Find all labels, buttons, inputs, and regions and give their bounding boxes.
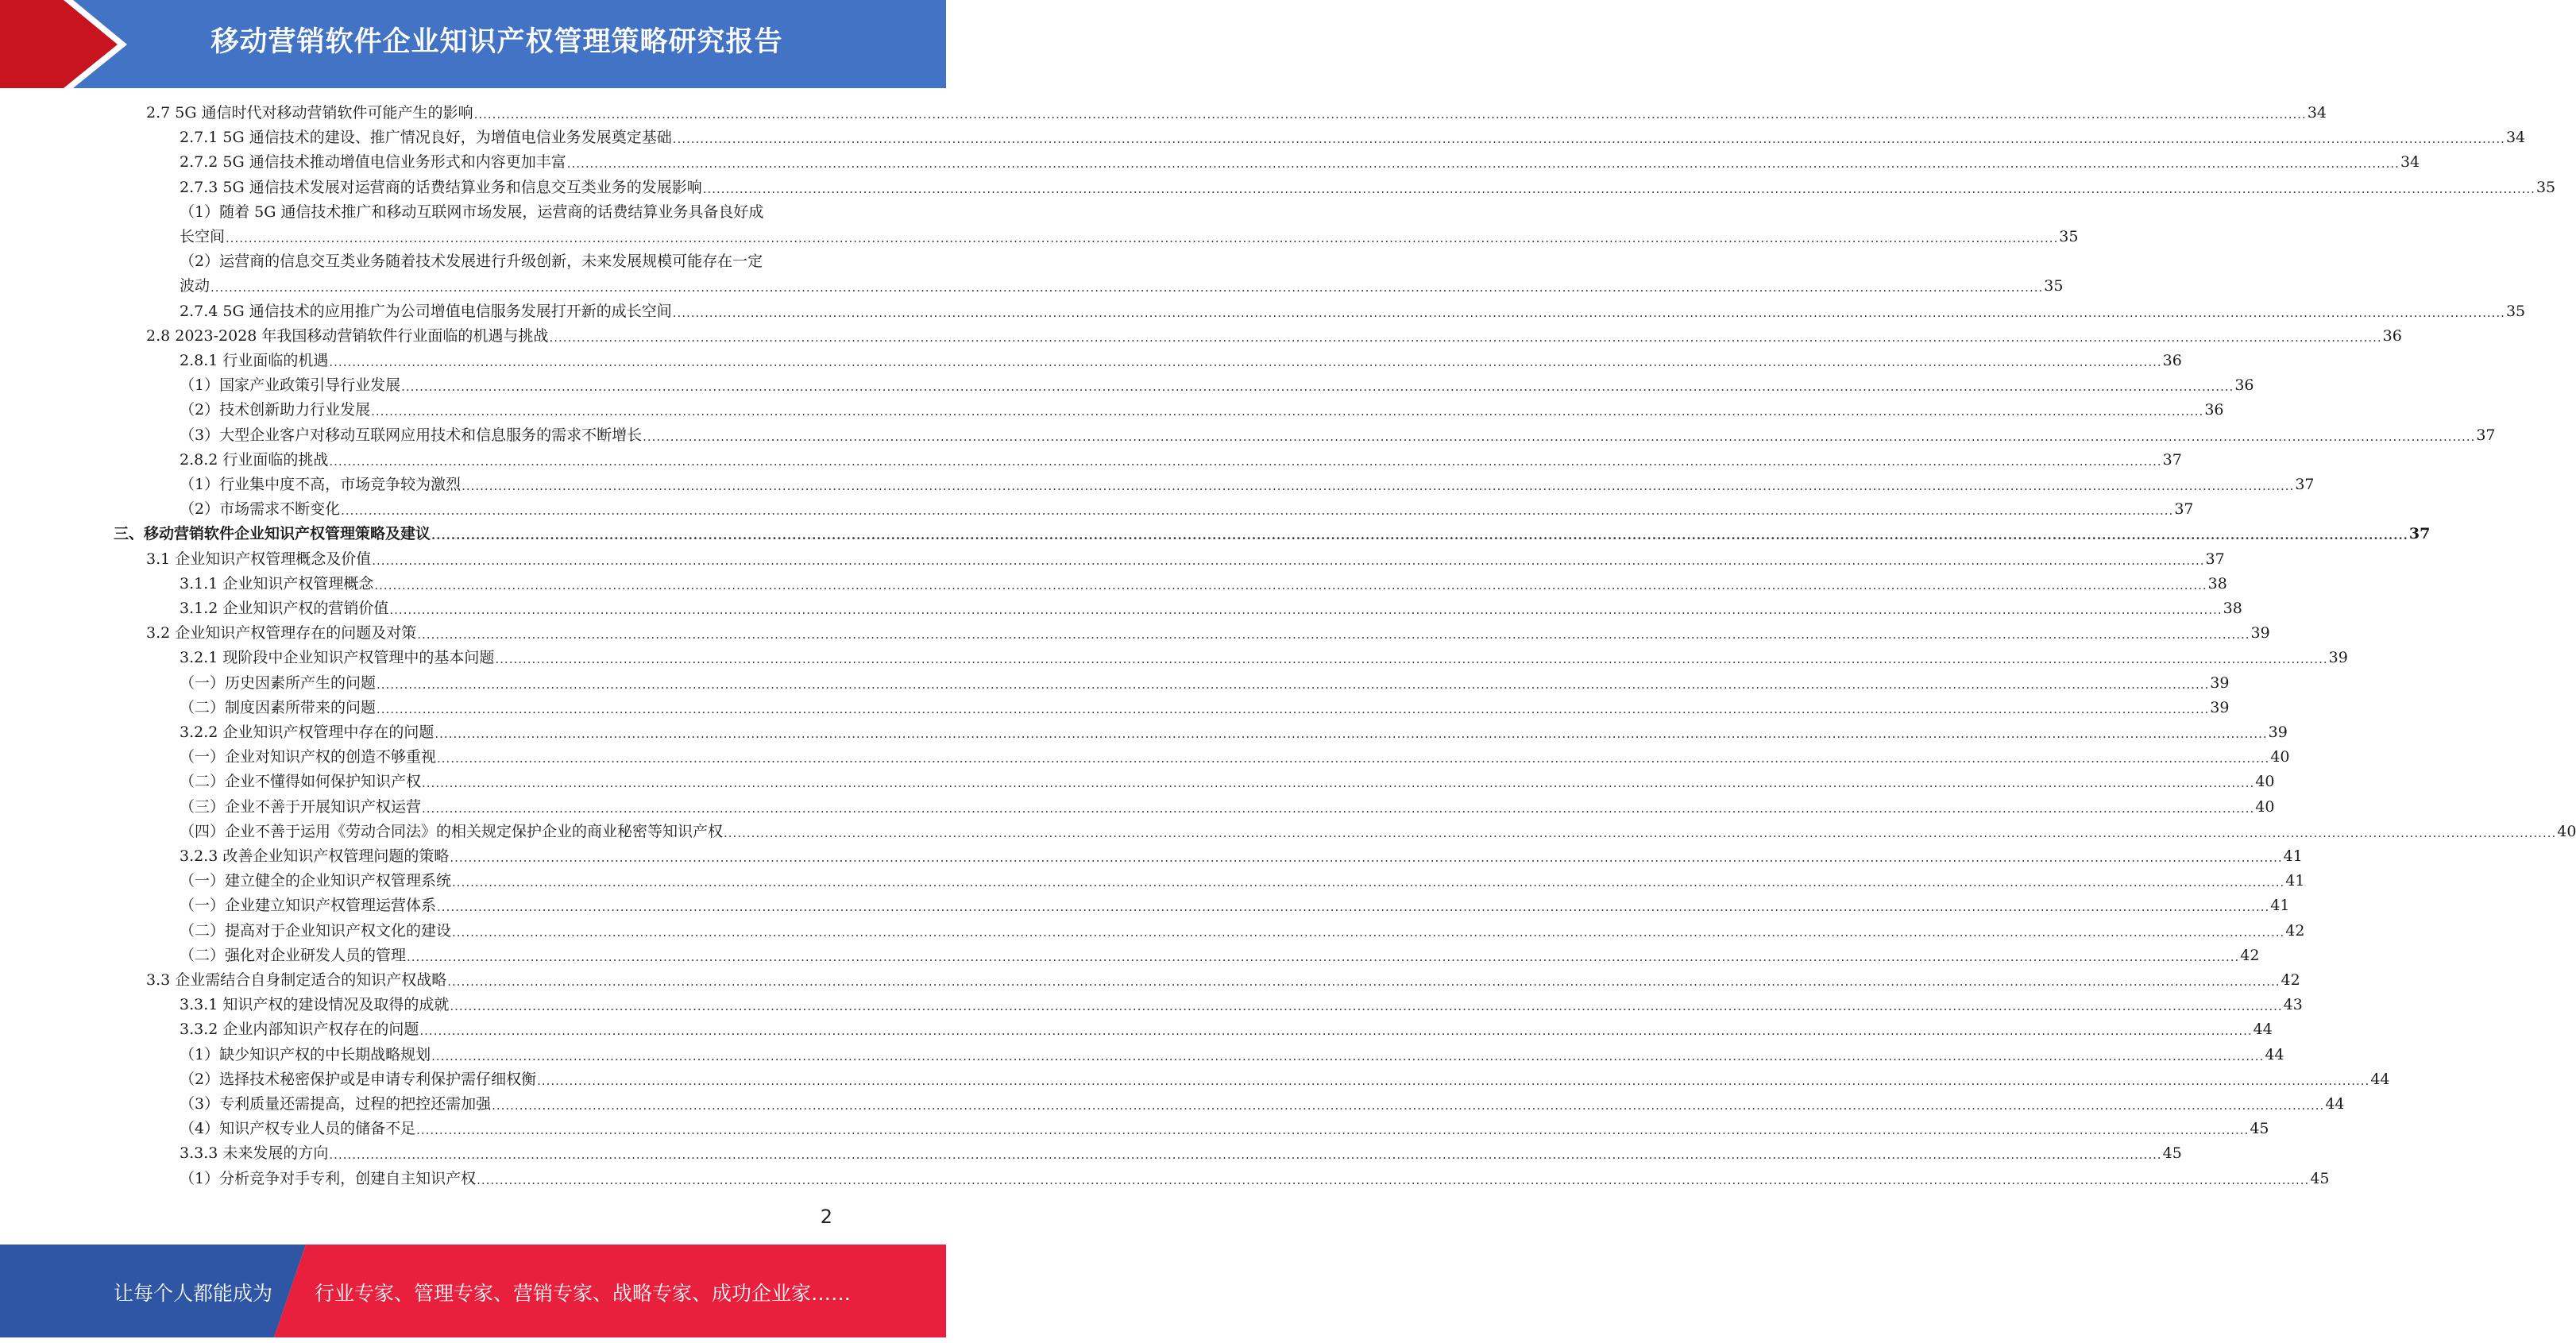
toc-entry[interactable] [180,646,2348,670]
toc-page-number: 41 [2285,872,2305,890]
toc-entry-title: 3.1 企业知识产权管理概念及价值 [146,550,372,568]
toc-entry[interactable] [180,572,2227,596]
toc-entry-continuation[interactable] [180,274,2064,299]
toc-page-number: 41 [2283,847,2303,865]
toc-entry-title: （一）建立健全的企业知识产权管理系统 [180,872,452,890]
toc-entry-title: 2.7.1 5G 通信技术的建设、推广情况良好，为增值电信业务发展奠定基础 [180,129,672,147]
toc-entry[interactable] [180,720,2288,745]
toc-entry-title-cont: 长空间 [180,228,226,245]
toc-entry-title: （4）知识产权专业人员的储备不足 [180,1120,416,1138]
toc-leader-dots: ................................................................................................................................................................................................................................................................................................................................................................................................................ [377,677,2210,692]
toc-entry-title: （三）企业不善于开展知识产权运营 [180,797,422,816]
toc-page-number: 42 [2285,921,2305,940]
toc-page-number: 39 [2210,673,2230,692]
toc-entry[interactable] [180,844,2303,869]
footer-slogan-left: 让每个人都能成为 [114,1282,273,1305]
toc-entry-title: （2）运营商的信息交互类业务随着技术发展进行升级创新，未来发展规模可能存在一定 [180,253,763,271]
toc-entry-title: （一）历史因素所产生的问题 [180,673,377,692]
toc-leader-dots: ................................................................................................................................................................................................................................................................................................................................................................................................................ [329,355,2162,369]
toc-page-number: 37 [2476,426,2496,444]
toc-leader-dots: ................................................................................................................................................................................................................................................................................................................................................................................................................ [431,1048,2265,1063]
toc-entry[interactable] [146,101,2327,125]
toc-entry[interactable] [180,1067,2390,1092]
toc-entry[interactable] [180,596,2242,621]
page-header [0,0,946,88]
toc-entry[interactable] [180,299,2526,324]
toc-leader-dots: ................................................................................................................................................................................................................................................................................................................................................................................................................ [226,231,2059,245]
toc-entry-title: 三、移动营销软件企业知识产权管理策略及建议 [114,525,431,543]
toc-entry[interactable] [180,448,2182,473]
toc-entry[interactable] [180,150,2420,175]
toc-page-number: 37 [2174,500,2194,519]
toc-entry[interactable] [180,893,2290,918]
toc-entry[interactable] [180,1167,2330,1191]
toc-entry-title: 2.7 5G 通信时代对移动营销软件可能产生的影响 [146,104,473,122]
toc-entry-title: 2.8.2 行业面临的挑战 [180,450,329,469]
toc-leader-dots: ................................................................................................................................................................................................................................................................................................................................................................................................................ [672,132,2505,147]
toc-entry[interactable] [180,176,2556,200]
toc-leader-dots: ................................................................................................................................................................................................................................................................................................................................................................................................................ [495,652,2328,667]
toc-entry[interactable] [180,1117,2269,1141]
toc-entry-title: （3）大型企业客户对移动互联网应用技术和信息服务的需求不断增长 [180,426,643,444]
toc-entry[interactable] [180,1017,2273,1042]
toc-entry-title: 2.7.3 5G 通信技术发展对运营商的话费结算业务和信息交互类业务的发展影响 [180,178,702,196]
toc-leader-dots: ................................................................................................................................................................................................................................................................................................................................................................................................................ [417,627,2250,643]
toc-page-number: 34 [2400,153,2420,172]
toc-leader-dots: ................................................................................................................................................................................................................................................................................................................................................................................................................ [447,974,2281,989]
toc-entry[interactable] [180,473,2315,497]
toc-page-number: 39 [2210,698,2230,716]
toc-leader-dots: ................................................................................................................................................................................................................................................................................................................................................................................................................ [450,851,2283,865]
toc-page-number: 38 [2207,574,2227,592]
toc-leader-dots: ................................................................................................................................................................................................................................................................................................................................................................................................................ [389,603,2223,617]
toc-entry-title: 3.2 企业知识产权管理存在的问题及对策 [146,624,417,643]
toc-leader-dots: ................................................................................................................................................................................................................................................................................................................................................................................................................ [492,1098,2325,1113]
toc-entry-title: （1）国家产业政策引导行业发展 [180,376,401,395]
toc-entry[interactable] [180,919,2305,944]
toc-page-number: 39 [2328,649,2348,667]
page-footer [0,1245,946,1337]
toc-entry-title-cont: 波动 [180,277,210,295]
toc-entry[interactable] [180,200,832,225]
toc-entry-title: 3.3.3 未来发展的方向 [180,1144,329,1163]
toc-entry[interactable] [180,993,2303,1017]
toc-entry[interactable] [180,373,2254,398]
toc-entry-title: （二）制度因素所带来的问题 [180,698,377,716]
toc-leader-dots: ................................................................................................................................................................................................................................................................................................................................................................................................................ [419,1024,2253,1039]
toc-entry-title: 3.2.1 现阶段中企业知识产权管理中的基本问题 [180,649,495,667]
toc-entry[interactable] [146,968,2300,993]
toc-leader-dots: ................................................................................................................................................................................................................................................................................................................................................................................................................ [329,1148,2162,1163]
toc-entry-title: （2）技术创新助力行业发展 [180,401,371,419]
toc-page-number: 34 [2505,129,2526,147]
toc-leader-dots: ................................................................................................................................................................................................................................................................................................................................................................................................................ [437,751,2270,766]
toc-entry-title: 3.3.2 企业内部知识产权存在的问题 [180,1021,419,1039]
toc-page-number: 40 [2255,797,2275,816]
toc-entry-title: （3）专利质量还需提高，过程的把控还需加强 [180,1095,492,1113]
toc-entry[interactable] [180,745,2290,770]
toc-entry[interactable] [180,820,2576,844]
toc-leader-dots: ................................................................................................................................................................................................................................................................................................................................................................................................................ [407,949,2240,964]
toc-page-number: 38 [2223,600,2242,617]
toc-page-number: 35 [2044,277,2064,295]
toc-page-number: 44 [2253,1021,2273,1039]
toc-page-number: 37 [2205,550,2225,568]
toc-entry[interactable] [180,869,2305,893]
toc-page-number: 45 [2250,1120,2269,1138]
toc-leader-dots: ................................................................................................................................................................................................................................................................................................................................................................................................................ [374,577,2207,592]
toc-leader-dots: ................................................................................................................................................................................................................................................................................................................................................................................................................ [643,429,2476,444]
toc-entry-title: （1）分析竞争对手专利，创建自主知识产权 [180,1169,477,1187]
toc-page-number: 43 [2283,996,2303,1014]
toc-page-number: 37 [2408,525,2431,543]
toc-page-number: 34 [2307,104,2327,122]
toc-leader-dots: ................................................................................................................................................................................................................................................................................................................................................................................................................ [422,776,2255,791]
toc-leader-dots: ................................................................................................................................................................................................................................................................................................................................................................................................................ [341,504,2174,519]
toc-entry-continuation[interactable] [180,225,2079,249]
toc-entry[interactable] [180,1141,2182,1166]
toc-entry[interactable] [180,249,832,274]
toc-entry[interactable] [180,497,2194,522]
toc-leader-dots: ................................................................................................................................................................................................................................................................................................................................................................................................................ [437,900,2270,915]
toc-page-number: 36 [2382,326,2402,345]
page-number: 2 [820,1206,832,1228]
toc-leader-dots: ................................................................................................................................................................................................................................................................................................................................................................................................................ [371,404,2204,419]
toc-leader-dots: ................................................................................................................................................................................................................................................................................................................................................................................................................ [210,280,2044,295]
toc-page-number: 40 [2270,748,2290,766]
toc-entry-title: 3.2.2 企业知识产权管理中存在的问题 [180,724,434,741]
toc-leader-dots: ................................................................................................................................................................................................................................................................................................................................................................................................................ [702,181,2535,196]
footer-slogan-right: 行业专家、管理专家、营销专家、战略专家、成功企业家…… [315,1282,852,1305]
toc-leader-dots: ................................................................................................................................................................................................................................................................................................................................................................................................................ [477,1172,2310,1187]
toc-entry[interactable] [146,324,2402,349]
toc-leader-dots: ................................................................................................................................................................................................................................................................................................................................................................................................................ [452,924,2285,940]
toc-entry-title: 3.1.1 企业知识产权管理概念 [180,574,374,592]
toc-entry-title: （2）市场需求不断变化 [180,500,341,519]
toc-leader-dots: ................................................................................................................................................................................................................................................................................................................................................................................................................ [537,1073,2370,1088]
toc-page-number: 40 [2255,773,2275,791]
toc-entry-title: 2.8 2023-2028 年我国移动营销软件行业面临的机遇与挑战 [146,326,549,345]
toc-entry-title: （二）强化对企业研发人员的管理 [180,946,407,964]
toc-leader-dots: ................................................................................................................................................................................................................................................................................................................................................................................................................ [329,453,2162,469]
toc-page-number: 44 [2370,1070,2390,1088]
toc-entry[interactable] [180,398,2224,423]
toc-leader-dots: ................................................................................................................................................................................................................................................................................................................................................................................................................ [416,1123,2250,1138]
toc-entry-title: （一）企业对知识产权的创造不够重视 [180,748,437,766]
header-title: 移动营销软件企业知识产权管理策略研究报告 [210,26,783,58]
toc-page-number: 44 [2325,1095,2345,1113]
toc-entry-title: 2.7.2 5G 通信技术推动增值电信业务形式和内容更加丰富 [180,153,566,172]
toc-leader-dots: ................................................................................................................................................................................................................................................................................................................................................................................................................ [372,553,2205,568]
toc-entry-title: （1）随着 5G 通信技术推广和移动互联网市场发展，运营商的话费结算业务具备良好成 [180,203,764,221]
toc-entry-title: （1）行业集中度不高，市场竞争较为激烈 [180,476,462,493]
toc-entry-title: （二）提高对于企业知识产权文化的建设 [180,921,452,940]
toc-page-number: 36 [2204,401,2224,419]
toc-page-number: 45 [2162,1144,2182,1163]
toc-leader-dots: ................................................................................................................................................................................................................................................................................................................................................................................................................ [462,479,2295,493]
toc-page-number: 35 [2535,178,2556,196]
toc-leader-dots: ................................................................................................................................................................................................................................................................................................................................................................................................................ [724,825,2557,840]
toc-leader-dots: ................................................................................................................................................................................................................................................................................................................................................................................................................ [422,801,2255,816]
toc-entry-title: 2.8.1 行业面临的机遇 [180,352,329,369]
toc-entry[interactable] [180,423,2496,448]
toc-leader-dots: ................................................................................................................................................................................................................................................................................................................................................................................................................ [450,999,2283,1014]
toc-page-number: 45 [2310,1169,2330,1187]
toc-leader-dots: ................................................................................................................................................................................................................................................................................................................................................................................................................ [473,107,2307,122]
toc-entry-title: 3.3.1 知识产权的建设情况及取得的成就 [180,996,450,1014]
toc-leader-dots: ................................................................................................................................................................................................................................................................................................................................................................................................................ [377,701,2210,716]
toc-page-number: 44 [2265,1045,2284,1063]
toc-entry[interactable] [146,621,2270,646]
toc-leader-dots: ................................................................................................................................................................................................................................................................................................................................................................................................................ [401,380,2234,395]
toc-entry[interactable] [180,1043,2284,1067]
toc-leader-dots: ................................................................................................................................................................................................................................................................................................................................................................................................................ [452,875,2285,890]
toc-page-number: 41 [2270,897,2290,915]
toc-entry[interactable] [180,944,2260,968]
toc-leader-dots: ................................................................................................................................................................................................................................................................................................................................................................................................................ [672,305,2505,320]
toc-entry[interactable] [146,547,2225,572]
toc-page-number: 42 [2281,971,2300,989]
toc-page-number: 42 [2240,946,2260,964]
toc-page-number: 35 [2505,302,2526,320]
toc-entry[interactable] [114,522,2431,546]
toc-entry-title: （四）企业不善于运用《劳动合同法》的相关规定保护企业的商业秘密等知识产权 [180,822,724,840]
toc-entry-title: 2.7.4 5G 通信技术的应用推广为公司增值电信服务发展打开新的成长空间 [180,302,672,320]
toc-entry[interactable] [180,125,2526,150]
toc-page-number: 35 [2059,228,2079,245]
toc-page-number: 36 [2234,376,2254,395]
toc-entry-title: （2）选择技术秘密保护或是申请专利保护需仔细权衡 [180,1070,537,1088]
toc-entry-title: （1）缺少知识产权的中长期战略规划 [180,1045,431,1063]
toc-page-number: 39 [2250,624,2270,643]
toc-entry[interactable] [180,671,2230,696]
toc-page-number: 37 [2295,476,2315,493]
toc-leader-dots: ................................................................................................................................................................................................................................................................................................................................................................................................................ [434,727,2268,741]
toc-entry-title: 3.2.3 改善企业知识产权管理问题的策略 [180,847,450,865]
toc-entry[interactable] [180,795,2275,820]
toc-entry-title: （一）企业建立知识产权管理运营体系 [180,897,437,915]
toc-page-number: 36 [2162,352,2182,369]
toc-entry[interactable] [180,696,2230,720]
toc-entry-title: （二）企业不懂得如何保护知识产权 [180,773,422,791]
toc-entry[interactable] [180,1092,2345,1117]
toc-entry-title: 3.1.2 企业知识产权的营销价值 [180,600,389,617]
toc-leader-dots: ................................................................................................................................................................................................................................................................................................................................................................................................................ [549,330,2382,345]
toc-page-number: 39 [2268,724,2288,741]
toc-entry[interactable] [180,770,2275,794]
toc-leader-dots: ................................................................................................................................................................................................................................................................................................................................................................................................................ [431,528,2408,543]
toc-entry[interactable] [180,349,2182,373]
toc-entry-title: 3.3 企业需结合自身制定适合的知识产权战略 [146,971,447,989]
toc-page-number: 40 [2557,822,2576,840]
toc-page-number: 37 [2162,450,2182,469]
toc-leader-dots: ................................................................................................................................................................................................................................................................................................................................................................................................................ [566,156,2400,172]
